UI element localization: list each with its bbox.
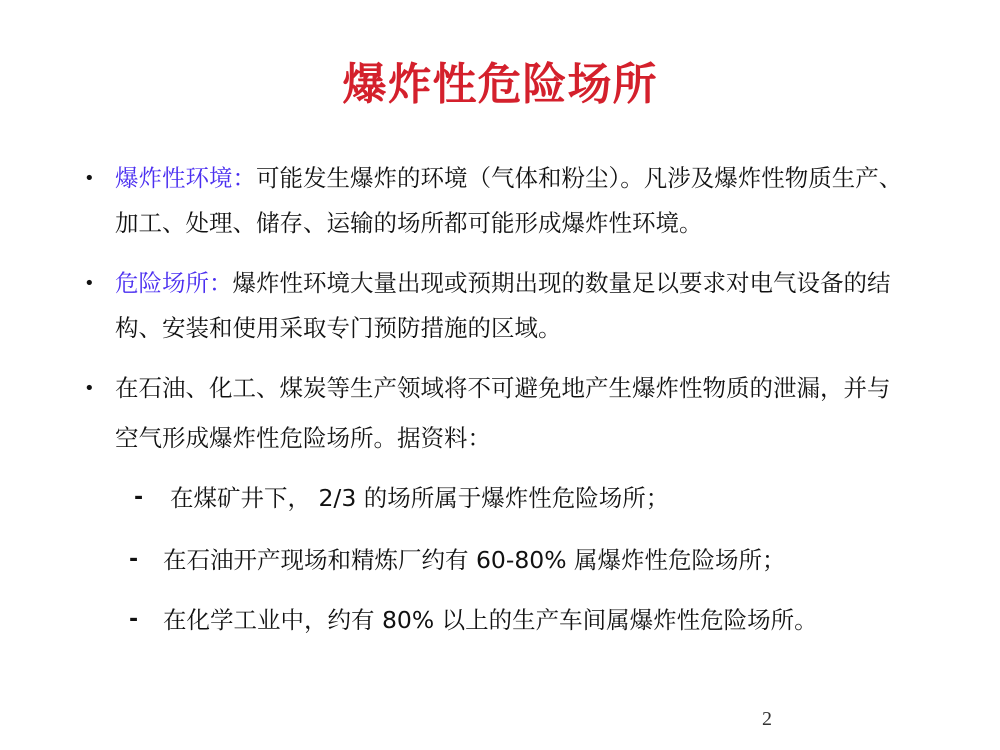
- sub-item-3: 在化学工业中，约有 80% 以上的生产车间属爆炸性危险场所。: [163, 606, 818, 634]
- dash-icon: -: [134, 485, 144, 510]
- bullet-3-line-1: 在石油、化工、煤炭等生产领域将不可避免地产生爆炸性物质的泄漏，并与: [115, 374, 891, 402]
- page-number: 2: [762, 708, 772, 730]
- bullet-3-line-2: 空气形成爆炸性危险场所。据资料：: [115, 424, 491, 452]
- bullet-icon: •: [84, 378, 95, 399]
- bullet-2-line-2: 构、安装和使用采取专门预防措施的区域。: [115, 314, 562, 342]
- bullet-2-label: 危险场所：: [115, 269, 233, 297]
- dash-icon: -: [129, 607, 139, 632]
- bullet-1-line-2: 加工、处理、储存、运输的场所都可能形成爆炸性环境。: [115, 209, 703, 237]
- bullet-1-line-1: [115, 163, 902, 193]
- bullet-icon: •: [84, 168, 95, 189]
- sub-item-1: 在煤矿井下， 2/3 的场所属于爆炸性危险场所；: [170, 484, 670, 512]
- dash-icon: -: [129, 547, 139, 572]
- slide-title: 爆炸性危险场所: [342, 59, 658, 110]
- bullet-2-text: 爆炸性环境大量出现或预期出现的数量足以要求对电气设备的结: [232, 269, 891, 297]
- bullet-1-label: 爆炸性环境：: [115, 164, 256, 192]
- sub-item-2: 在石油开产现场和精炼厂约有 60-80% 属爆炸性危险场所；: [163, 546, 786, 574]
- bullet-2-line-1: [115, 268, 891, 298]
- bullet-1-text: 可能发生爆炸的环境（气体和粉尘）。凡涉及爆炸性物质生产、: [256, 164, 903, 192]
- bullet-icon: •: [84, 273, 95, 294]
